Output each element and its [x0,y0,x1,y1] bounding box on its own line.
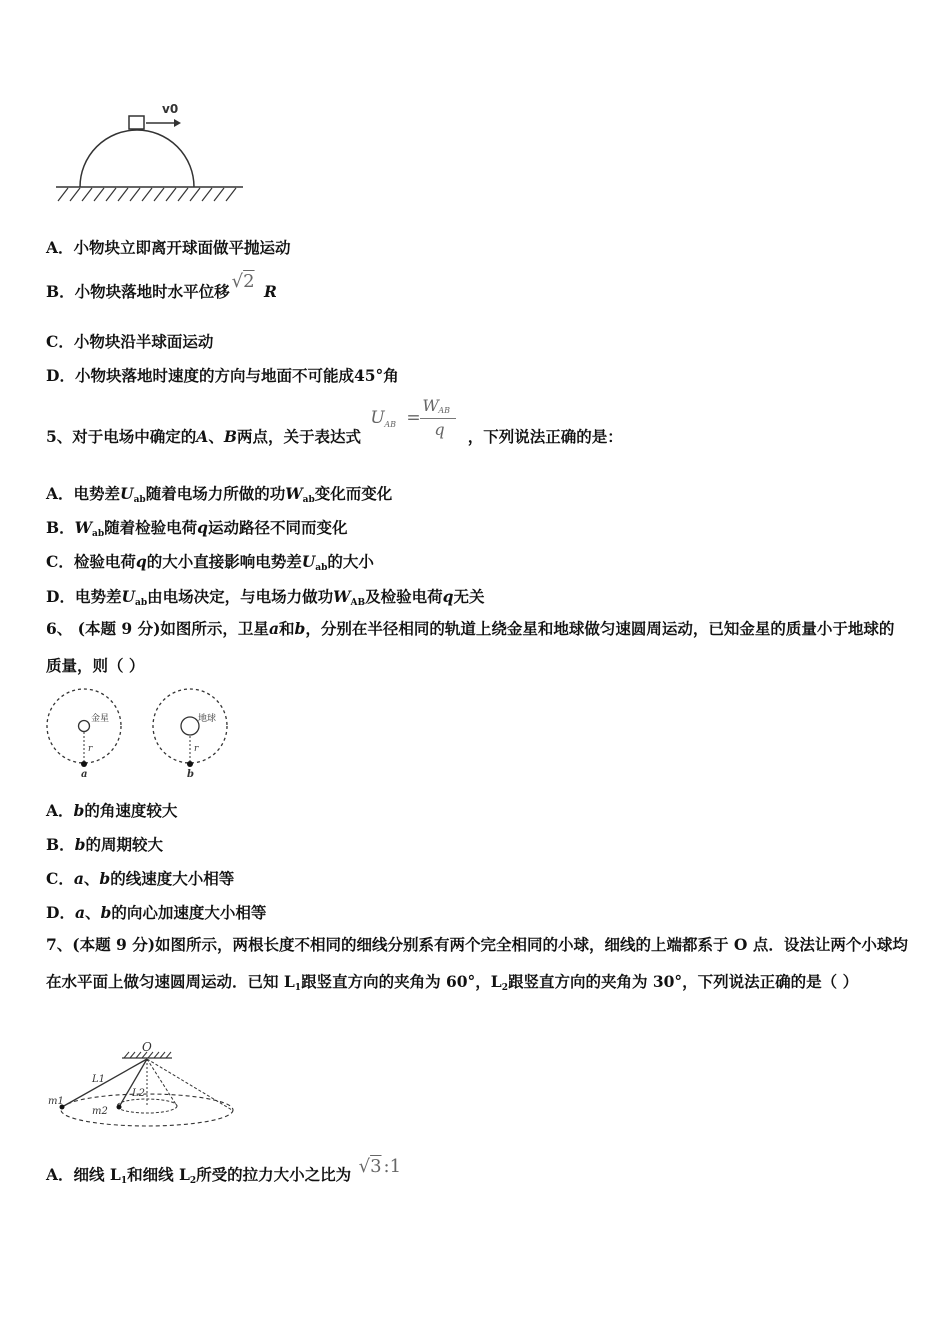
pivot-o-label: O [142,1040,152,1054]
satellite-b-label: b [187,769,194,780]
m1-label: m1 [48,1096,64,1107]
orbit-radius-label-a: r [88,744,93,754]
hemisphere-figure [48,98,248,208]
q4-option-b: B．小物块落地时水平位移 √2 R [46,271,277,301]
l2-label: L2 [132,1088,146,1099]
orbit-figure [44,688,244,780]
q5-option-c: C．检验电荷q的大小直接影响电势差$U_{ab}$的大小 [46,552,374,573]
q5-option-a: A．电势差$U_{ab}$随着电场力所做的功$W_{ab}$变化而变化 [46,484,393,505]
q4-option-a: A．小物块立即离开球面做平抛运动 [46,238,291,257]
q5-option-d: D．电势差$U_{ab}$由电场决定，与电场力做功$W_{AB}$及检验电荷q无关 [46,587,485,608]
q4-option-d: D．小物块落地时速度的方向与地面不可能成45°角 [46,366,399,385]
potential-formula: U AB = W AB q [370,422,462,442]
l1-label: L1 [92,1074,106,1085]
q6-stem: 6、 (本题 9 分)如图所示，卫星a和b，分别在半径相同的轨道上绕金星和地球做匀速圆周运动，已知金星的质量小于地球的质量，则（ ） [46,619,895,675]
v0-label: v0 [162,102,179,116]
earth-label: 地球 [198,714,217,724]
q6-option-d: D．a、b的向心加速度大小相等 [46,903,267,922]
conical-pendulum-figure [44,1040,244,1136]
m2-label: m2 [92,1106,108,1117]
q6-option-b: B．b的周期较大 [46,835,163,854]
q5-option-b: B．$W_{ab}$随着检验电荷q运动路径不同而变化 [46,518,348,539]
q6-option-c: C．a、b的线速度大小相等 [46,869,235,888]
q7-option-a: A．细线 $L_1$和细线 $L_2$所受的拉力大小之比为 √3 :1 [46,1156,402,1186]
q6-option-a: A．b的角速度较大 [46,801,178,820]
orbit-radius-label-b: r [194,744,199,754]
venus-label: 金星 [91,714,110,724]
q5-stem: 5、对于电场中确定的A、B两点，关于表达式 U AB = W AB q ，下列说法正确的是： [46,396,623,446]
satellite-a-label: a [81,769,88,780]
q7-stem: 7、(本题 9 分)如图所示，两根长度不相同的细线分别系有两个完全相同的小球，细线的上端都系于 O 点．设法让两个小球均在水平面上做匀速圆周运动．已知 $L_1$跟竖直方向的夹角为 60°，$L_2$跟竖直方向的夹角为 30°，下列说法正确的是（ ） [46,935,908,993]
q4-option-c: C．小物块沿半球面运动 [46,332,214,351]
